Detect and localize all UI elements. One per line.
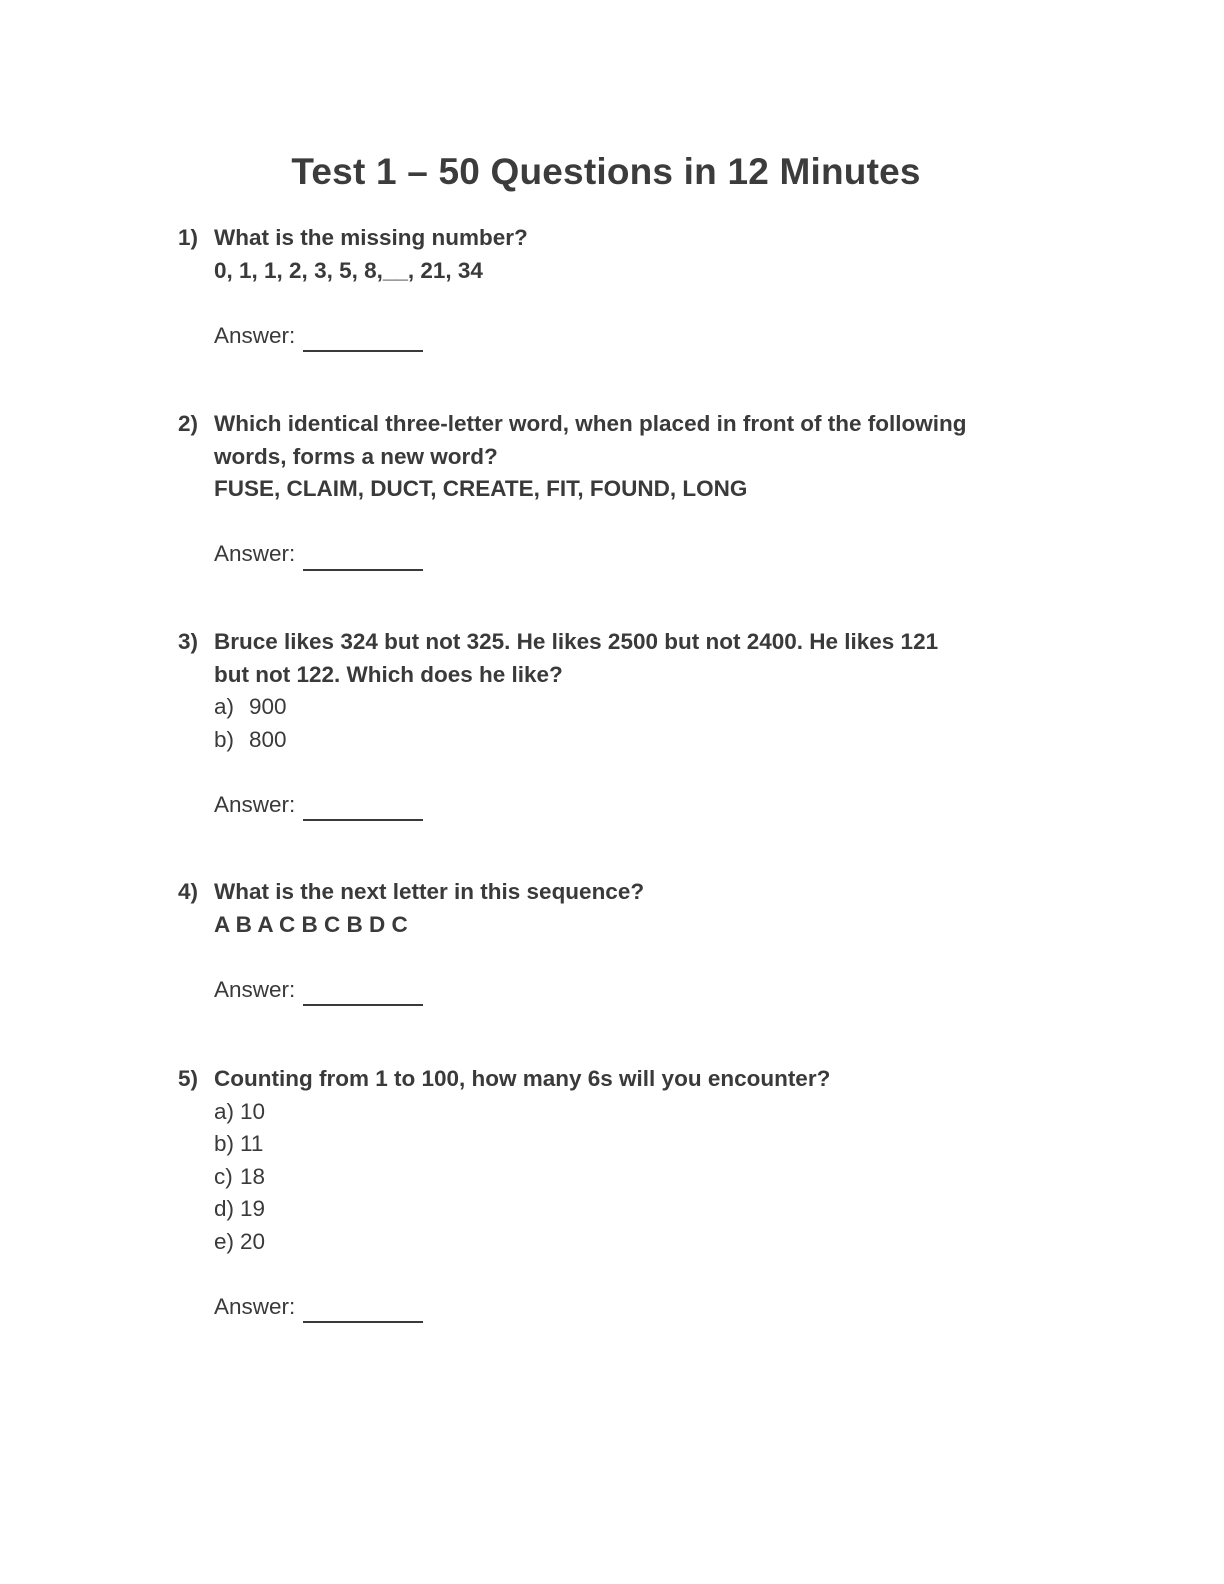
option-e[interactable]: [214, 1226, 1038, 1259]
option-text: 800: [249, 726, 287, 752]
question-text: Which identical three-letter word, when placed in front of the following: [214, 411, 967, 436]
question-number: 1): [178, 225, 199, 250]
answer-line: [214, 538, 1038, 571]
option-letter: b): [214, 726, 235, 752]
question-2: [178, 408, 1038, 571]
question-text: words, forms a new word?: [214, 443, 498, 469]
answer-label: Answer:: [214, 541, 296, 566]
option-letter: e): [214, 1228, 235, 1254]
question-text: What is the next letter in this sequence?: [214, 879, 645, 904]
answer-label: Answer:: [214, 1293, 296, 1319]
option-letter: a): [214, 1098, 235, 1124]
option-text: 10: [240, 1098, 266, 1124]
answer-line: [214, 320, 1038, 353]
letter-sequence: A B A C B C B D C: [214, 911, 408, 937]
question-3: [178, 626, 1038, 821]
answer-blank[interactable]: [303, 545, 423, 571]
question-number: 5): [178, 1066, 199, 1091]
option-text: 11: [240, 1131, 264, 1156]
question-4: [178, 876, 1038, 1006]
option-text: 19: [240, 1196, 266, 1221]
question-1: [178, 222, 1038, 352]
question-text: Bruce likes 324 but not 325. He likes 2500 but not 2400. He likes 121: [214, 629, 939, 654]
option-b[interactable]: [214, 1128, 1038, 1161]
answer-blank[interactable]: [303, 980, 423, 1006]
answer-label: Answer:: [214, 791, 296, 817]
question-number: 3): [178, 629, 199, 654]
option-c[interactable]: [214, 1161, 1038, 1194]
option-letter: b): [214, 1131, 235, 1156]
option-d[interactable]: [214, 1193, 1038, 1226]
answer-blank[interactable]: [303, 795, 423, 821]
question-text: but not 122. Which does he like?: [214, 661, 563, 687]
number-sequence: 0, 1, 1, 2, 3, 5, 8,__, 21, 34: [214, 257, 483, 283]
option-a[interactable]: [214, 691, 1038, 724]
answer-blank[interactable]: [303, 1297, 423, 1323]
answer-label: Answer:: [214, 322, 296, 348]
page-title: Test 1 – 50 Questions in 12 Minutes: [291, 151, 921, 192]
question-text: What is the missing number?: [214, 225, 528, 250]
answer-line: [214, 974, 1038, 1007]
option-letter: c): [214, 1163, 233, 1189]
option-letter: d): [214, 1196, 235, 1221]
option-b[interactable]: [214, 724, 1038, 757]
option-text: 20: [240, 1228, 266, 1254]
question-number: 2): [178, 411, 199, 436]
option-text: 900: [249, 694, 287, 719]
question-5: [178, 1063, 1038, 1323]
answer-line: [214, 789, 1038, 822]
answer-label: Answer:: [214, 976, 296, 1002]
answer-blank[interactable]: [303, 326, 423, 352]
question-text: Counting from 1 to 100, how many 6s will you encounter?: [214, 1066, 831, 1091]
option-text: 18: [240, 1163, 266, 1189]
answer-line: [214, 1291, 1038, 1324]
option-letter: a): [214, 694, 235, 719]
word-list: FUSE, CLAIM, DUCT, CREATE, FIT, FOUND, LONG: [214, 476, 748, 501]
question-number: 4): [178, 879, 199, 904]
option-a[interactable]: [214, 1096, 1038, 1129]
